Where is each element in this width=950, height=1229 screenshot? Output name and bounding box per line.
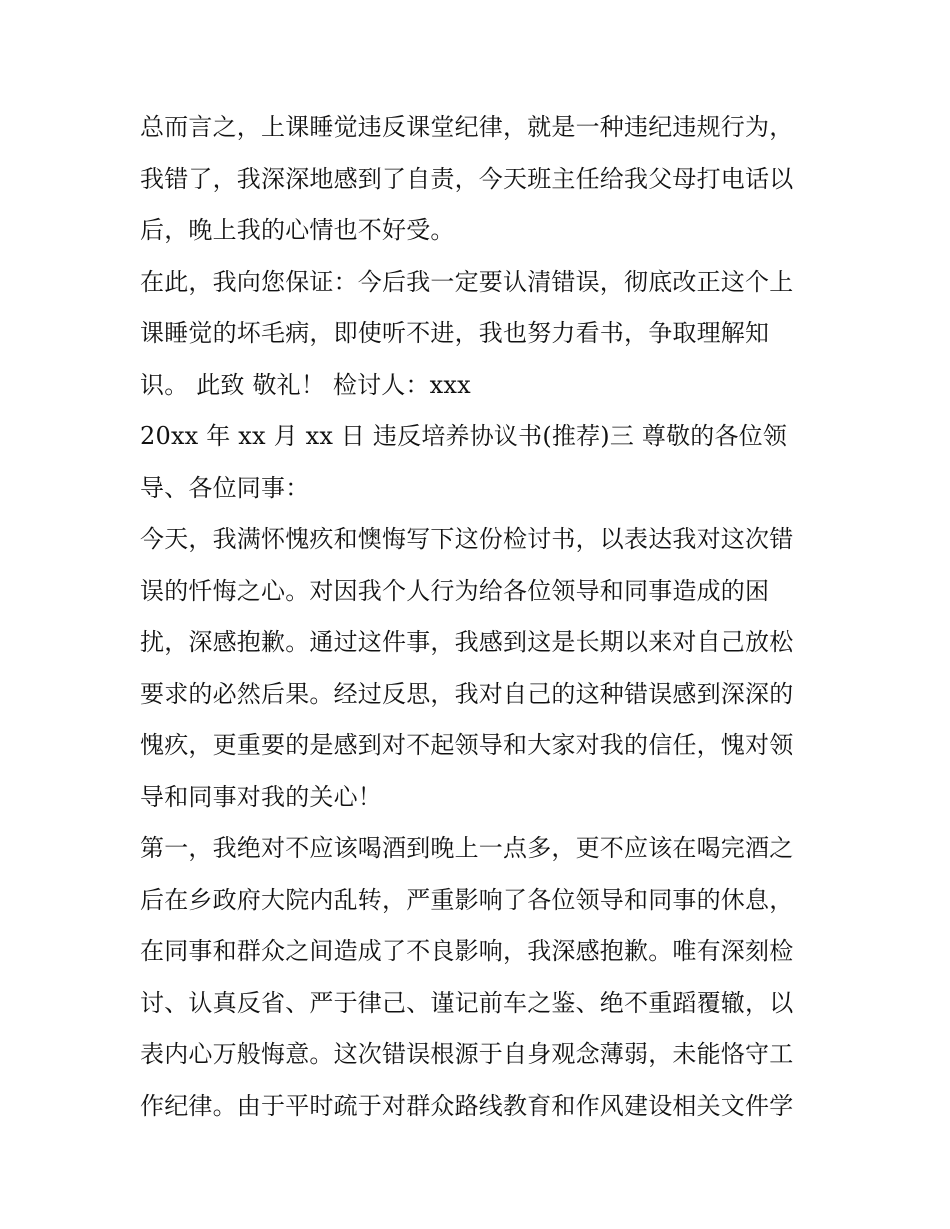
text-line: 识。 此致 敬礼！ 检讨人：xxx: [140, 370, 471, 399]
text-line: 讨、认真反省、严于律己、谨记前车之鉴、绝不重蹈覆辙，以: [140, 988, 794, 1017]
text-line: 在此，我向您保证：今后我一定要认清错误，彻底改正这个上: [140, 267, 794, 296]
text-line: 我错了，我深深地感到了自责，今天班主任给我父母打电话以: [140, 164, 794, 193]
text-line: 误的忏悔之心。对因我个人行为给各位领导和同事造成的困: [140, 576, 770, 605]
document-body: [140, 102, 820, 1132]
text-line: 作纪律。由于平时疏于对群众路线教育和作风建设相关文件学: [140, 1091, 794, 1120]
text-line: 第一，我绝对不应该喝酒到晚上一点多，更不应该在喝完酒之: [140, 834, 794, 862]
text-line: 20xx 年 xx 月 xx 日 违反培养协议书(推荐)三 尊敬的各位领: [140, 422, 788, 450]
text-line: 后在乡政府大院内乱转，严重影响了各位领导和同事的休息，: [140, 885, 794, 914]
text-line: 在同事和群众之间造成了不良影响，我深感抱歉。唯有深刻检: [140, 937, 794, 965]
text-line: 愧疚，更重要的是感到对不起领导和大家对我的信任，愧对领: [140, 731, 794, 759]
text-line: 今天，我满怀愧疚和懊悔写下这份检讨书，以表达我对这次错: [140, 525, 794, 553]
text-line: 导和同事对我的关心！: [140, 782, 382, 811]
text-line: 导、各位同事：: [140, 473, 310, 502]
text-line: 总而言之，上课睡觉违反课堂纪律，就是一种违纪违规行为，: [140, 113, 794, 141]
text-line: 表内心万般悔意。这次错误根源于自身观念薄弱，未能恪守工: [140, 1040, 794, 1068]
text-line: 课睡觉的坏毛病，即使听不进，我也努力看书，争取理解知: [140, 319, 770, 347]
text-line: 要求的必然后果。经过反思，我对自己的这种错误感到深深的: [140, 679, 794, 708]
text-line: 后，晚上我的心情也不好受。: [140, 216, 455, 244]
text-line: 扰，深感抱歉。通过这件事，我感到这是长期以来对自己放松: [140, 628, 794, 656]
